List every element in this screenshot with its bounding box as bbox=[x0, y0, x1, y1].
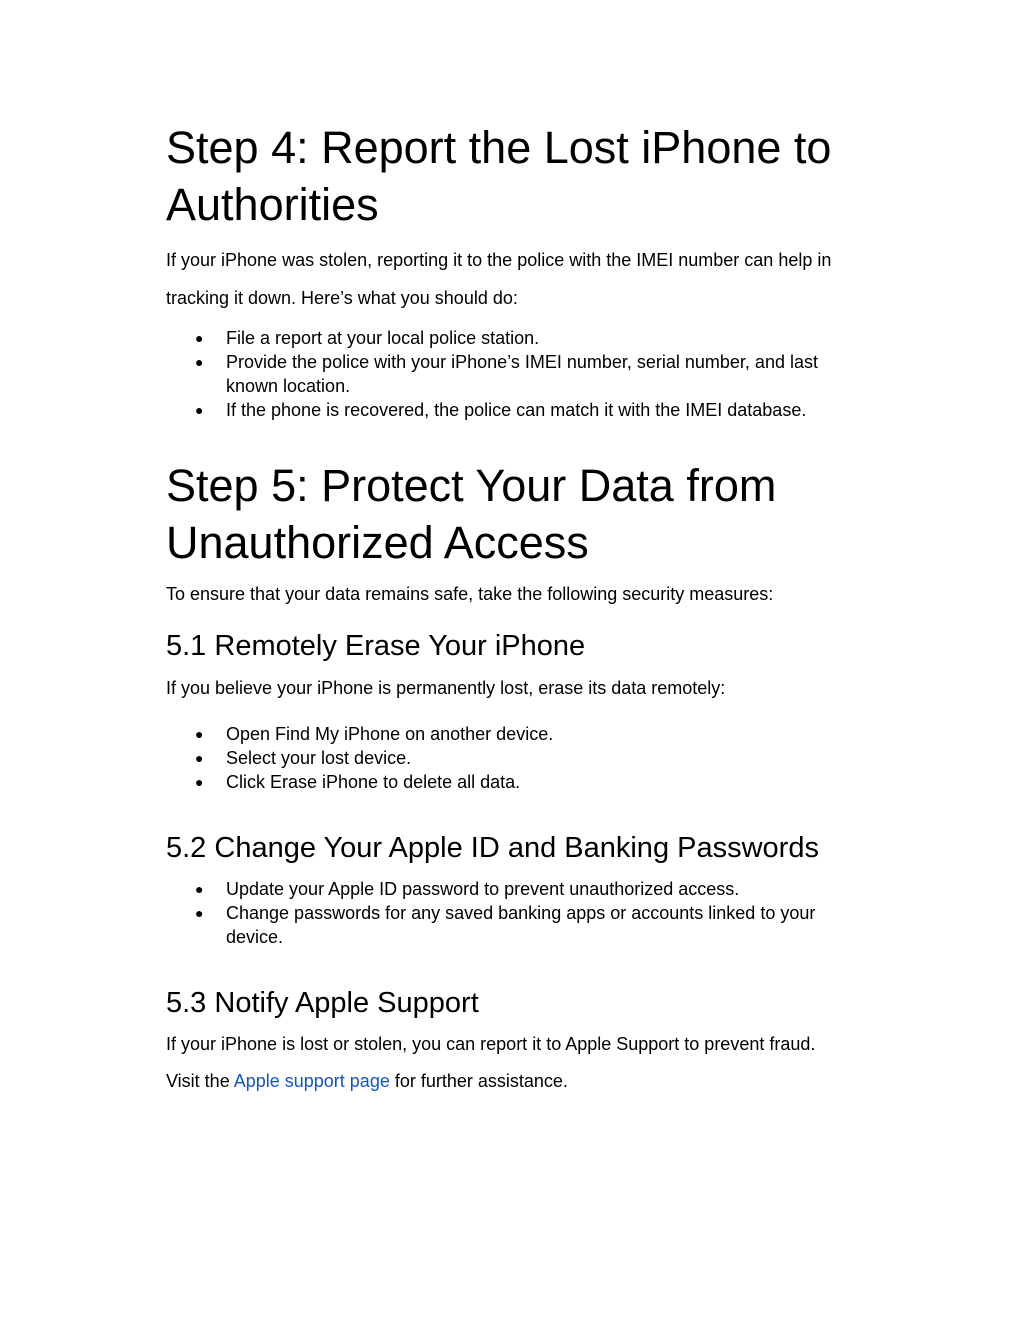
step4-list bbox=[166, 326, 866, 422]
section-5-3-heading: 5.3 Notify Apple Support bbox=[166, 987, 479, 1019]
bullet-icon: ● bbox=[195, 750, 204, 766]
list-item-text: Provide the police with your iPhone’s IMEI number, serial number, and last known location. bbox=[226, 352, 818, 396]
list-item-text: File a report at your local police station. bbox=[226, 328, 540, 348]
section-5-1-list bbox=[166, 722, 866, 794]
bullet-icon: ● bbox=[195, 774, 204, 790]
list-item bbox=[166, 722, 866, 746]
list-item bbox=[166, 398, 866, 422]
list-item-text: Open Find My iPhone on another device. bbox=[226, 724, 554, 744]
bullet-icon: ● bbox=[195, 905, 204, 921]
bullet-icon: ● bbox=[195, 881, 204, 897]
step5-heading: Step 5: Protect Your Data from Unauthorized Access bbox=[166, 460, 777, 568]
visit-suffix: for further assistance. bbox=[389, 1071, 568, 1091]
list-item bbox=[166, 877, 866, 901]
section-5-1-heading: 5.1 Remotely Erase Your iPhone bbox=[166, 630, 586, 662]
bullet-icon: ● bbox=[195, 402, 204, 418]
list-item bbox=[166, 770, 866, 794]
list-item-text: Click Erase iPhone to delete all data. bbox=[226, 772, 521, 792]
section-5-3-paragraph: If your iPhone is lost or stolen, you can report it to Apple Support to prevent fraud. bbox=[166, 1034, 816, 1054]
list-item bbox=[166, 901, 866, 949]
step4-heading: Step 4: Report the Lost iPhone to Authorities bbox=[166, 122, 832, 230]
bullet-icon: ● bbox=[195, 354, 204, 370]
list-item bbox=[166, 326, 866, 350]
list-item bbox=[166, 746, 866, 770]
list-item-text: If the phone is recovered, the police can match it with the IMEI database. bbox=[226, 400, 807, 420]
bullet-icon: ● bbox=[195, 726, 204, 742]
section-5-2-heading: 5.2 Change Your Apple ID and Banking Passwords bbox=[166, 832, 819, 864]
list-item-text: Select your lost device. bbox=[226, 748, 412, 768]
section-5-3-visit-line bbox=[166, 1069, 568, 1093]
apple-support-link[interactable]: Apple support page bbox=[233, 1071, 390, 1091]
list-item bbox=[166, 350, 866, 398]
list-item-text: Update your Apple ID password to prevent unauthorized access. bbox=[226, 879, 740, 899]
list-item-text: Change passwords for any saved banking apps or accounts linked to your device. bbox=[226, 903, 816, 947]
section-5-1-intro: If you believe your iPhone is permanently lost, erase its data remotely: bbox=[166, 678, 726, 698]
step4-intro: If your iPhone was stolen, reporting it to the police with the IMEI number can help in tracking it down. Here’s what you should do: bbox=[166, 250, 832, 308]
visit-prefix: Visit the bbox=[166, 1071, 234, 1091]
step5-intro: To ensure that your data remains safe, take the following security measures: bbox=[166, 584, 774, 604]
section-5-2-list bbox=[166, 877, 866, 949]
bullet-icon: ● bbox=[195, 330, 204, 346]
